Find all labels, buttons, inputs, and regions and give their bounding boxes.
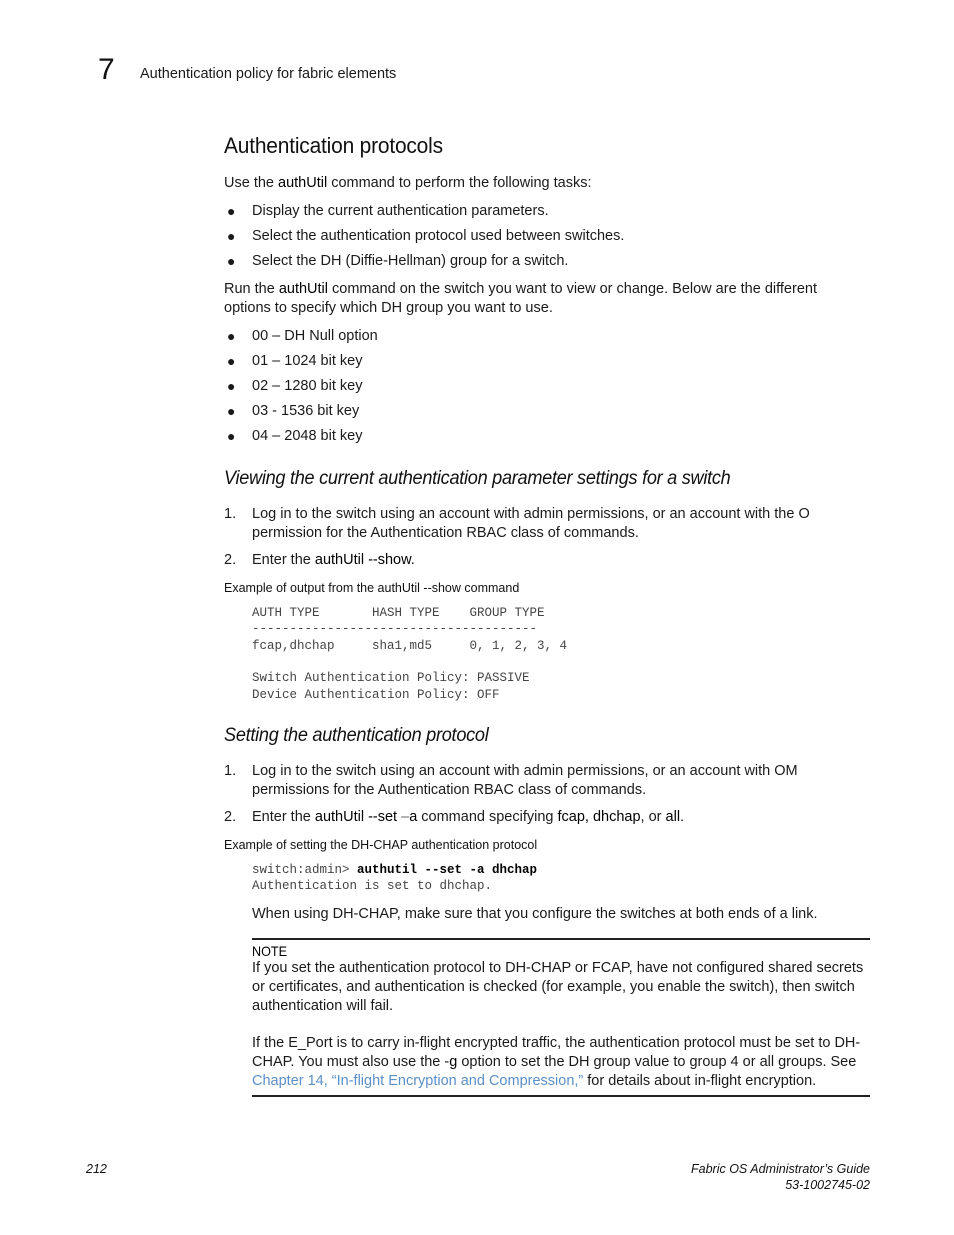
section-title-authentication-protocols: Authentication protocols <box>224 133 443 158</box>
code-line: Switch Authentication Policy: PASSIVE <box>252 671 530 685</box>
command-name: authUtil <box>278 281 328 297</box>
example-caption: Example of output from the authUtil --show command <box>224 581 520 595</box>
code-line: AUTH TYPE HASH TYPE GROUP TYPE <box>252 606 545 620</box>
section-title-setting-protocol: Setting the authentication protocol <box>224 724 489 746</box>
command-input: authutil --set -a dhchap <box>357 863 538 877</box>
note-paragraph: If you set the authentication protocol to DH-CHAP or FCAP, have not configured shared secrets or certificates, and authentication is checked (for example, you enable the switch), then switch authentication will fail. <box>252 960 864 1014</box>
code-line: -------------------------------------- <box>252 622 538 636</box>
note-bottom-rule <box>252 1095 870 1097</box>
section-title-viewing-settings: Viewing the current authentication parameter settings for a switch <box>224 467 731 489</box>
intro-paragraph: Use the authUtil command to perform the following tasks: <box>224 175 592 191</box>
chapter-14-link[interactable]: Chapter 14, “In-flight Encryption and Compression,” <box>252 1073 584 1089</box>
run-paragraph: Run the authUtil command on the switch you want to view or change. Below are the different options to specify which DH group you want to use. <box>224 281 817 316</box>
code-line: Device Authentication Policy: OFF <box>252 688 500 702</box>
command-name: authUtil --show <box>314 552 411 568</box>
code-line: fcap,dhchap sha1,md5 0, 1, 2, 3, 4 <box>252 639 568 653</box>
note-top-rule <box>252 938 870 940</box>
page-number: 212 <box>86 1162 107 1176</box>
example-caption: Example of setting the DH-CHAP authentication protocol <box>224 838 538 852</box>
code-line: Authentication is set to dhchap. <box>252 879 493 893</box>
code-line: switch:admin> authutil --set -a dhchap <box>252 863 538 877</box>
note-label: NOTE <box>252 943 288 959</box>
document-number: 53-1002745-02 <box>785 1178 870 1192</box>
followup-paragraph: When using DH-CHAP, make sure that you configure the switches at both ends of a link. <box>252 906 818 922</box>
book-title: Fabric OS Administrator’s Guide <box>691 1162 870 1176</box>
chapter-title: Authentication policy for fabric elements <box>140 66 397 82</box>
command-name: authUtil --set <box>314 809 402 825</box>
note-paragraph: If the E_Port is to carry in-flight encrypted traffic, the authentication protocol must be set to DH-CHAP. You must also use the -g option to set the DH group value to group 4 or all groups. See Chapter 14, “In-flight Encryption and Compression,” for details about in-flight encryption. <box>252 1035 861 1089</box>
command-name: authUtil <box>278 175 328 191</box>
chapter-number: 7 <box>98 53 115 86</box>
